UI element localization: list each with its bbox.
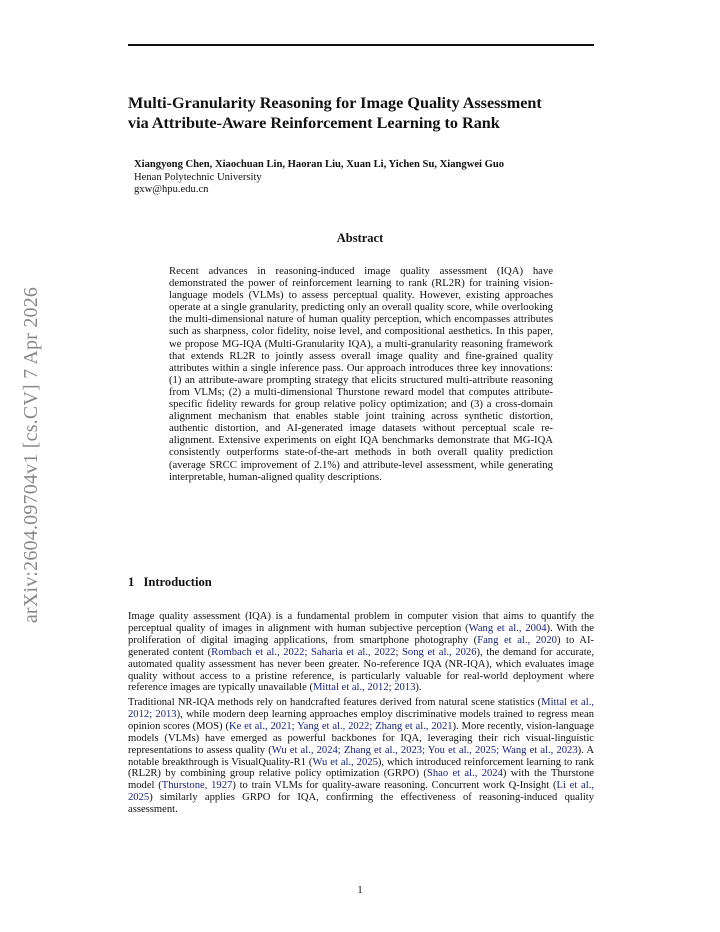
paragraph-text	[128, 611, 594, 694]
text-run: ). With the proliferation of digital imaging applications, from smartphone photography (	[128, 622, 594, 646]
intro-paragraph-2	[128, 697, 594, 816]
text-run: Traditional NR-IQA methods rely on handcrafted features derived from natural scene statistics (	[128, 697, 542, 708]
citation-link[interactable]: Li et al., 2025	[128, 780, 594, 804]
text-run: ) with the Thurstone model (	[128, 768, 594, 792]
abstract-text	[169, 265, 553, 483]
citation-link[interactable]: Fang et al., 2020	[477, 634, 557, 646]
text-run: ) to AI-generated content (	[128, 634, 595, 658]
citation-link[interactable]: Thurstone, 1927	[161, 780, 233, 792]
text-run: ), while modern deep learning approaches employ discriminative models trained to regress mean opinion scores (MOS) (	[128, 708, 594, 732]
abstract-paragraph: Recent advances in reasoning-induced image quality assessment (IQA) have demonstrated the power of reinforcement learning to rank (RL2R) for training vision-language models (VLMs) to assess perceptual quality. However, existing approaches operate at a single granularity, predicting only an overall quality score, while overlooking the multi-dimensional nature of human quality perception, which encompasses attributes such as sharpness, color fidelity, noise level, and compositional aesthetics. In this paper, we propose MG-IQA (Multi-Granularity IQA), a multi-granularity reasoning framework that extends RL2R to jointly assess overall image quality and fine-grained quality attributes within a single inference pass. Our approach introduces three key innovations: (1) an attribute-aware prompting strategy that elicits structured multi-attribute reasoning from VLMs; (2) a multi-dimensional Thurstone reward model that computes attribute-specific fidelity rewards for group relative policy optimization; and (3) a cross-domain alignment mechanism that enables stable joint training across synthetic distortion, authentic distortion, and AI-generated image datasets without perceptual scale re-alignment. Extensive experiments on eight IQA benchmarks demonstrate that MG-IQA consistently outperforms state-of-the-art methods in both overall quality prediction (average SRCC improvement of 2.1%) and attribute-level assessment, while generating interpretable, human-aligned quality descriptions.	[169, 265, 553, 483]
citation-link[interactable]: Mittal et al., 2012; 2013	[128, 697, 595, 720]
citation-link[interactable]: Rombach et al., 2022; Saharia et al., 2022; Song et al., 2026	[211, 646, 477, 658]
text-run: ). A notable breakthrough is VisualQuality-R1 (	[128, 744, 595, 768]
paragraph-text	[128, 697, 594, 816]
citation-link[interactable]: Wang et al., 2004	[468, 622, 547, 634]
citation-link[interactable]: Mittal et al., 2012; 2013	[313, 682, 416, 694]
title-line-2: via Attribute-Aware Reinforcement Learning to Rank	[128, 114, 500, 132]
text-run: ) to train VLMs for quality-aware reasoning. Concurrent work Q-Insight (	[232, 780, 557, 792]
citation-link[interactable]: Wu et al., 2025	[312, 756, 378, 768]
text-run: ).	[415, 682, 422, 694]
text-run: ) similarly applies GRPO for IQA, confirming the effectiveness of reasoning-induced quality assessment.	[128, 792, 594, 816]
author-names: Xiangyong Chen, Xiaochuan Lin, Haoran Liu, Xuan Li, Yichen Su, Xiangwei Guo	[134, 159, 505, 170]
arxiv-sidebar-stamp: arXiv:2604.09704v1 [cs.CV] 7 Apr 2026	[20, 286, 42, 624]
affiliation: Henan Polytechnic University	[134, 171, 262, 183]
citation-link[interactable]: Ke et al., 2021; Yang et al., 2022; Zhang et al., 2021	[228, 720, 453, 732]
abstract-heading: Abstract	[336, 231, 384, 245]
citation-link[interactable]: Wu et al., 2024; Zhang et al., 2023; You et al., 2025; Wang et al., 2023	[271, 744, 578, 756]
citation-link[interactable]: Shao et al., 2024	[426, 768, 503, 780]
top-rule	[128, 44, 594, 46]
text-run: ), the demand for accurate, automated quality assessment has never been greater. No-reference IQA (NR-IQA), which evaluates image quality without access to a pristine reference, is particularly valuable for real-world deployment where reference images are typically unavailable (	[128, 646, 594, 694]
text-run: Image quality assessment (IQA) is a fundamental problem in computer vision that aims to quantify the perceptual quality of images in alignment with human subjective perception (	[128, 611, 594, 634]
section-heading	[128, 575, 212, 590]
section-title: Introduction	[143, 575, 212, 589]
text-run: ). More recently, vision-language models (VLMs) have emerged as powerful backbones for IQA, leveraging their rich visual-linguistic representations to assess quality (	[128, 720, 594, 756]
paper-title	[128, 93, 608, 133]
page-number: 1	[357, 884, 363, 896]
section-number: 1	[128, 575, 135, 589]
text-run: ), which introduced reinforcement learning to rank (RL2R) by combining group relative policy optimization (GRPO) (	[128, 756, 594, 780]
title-line-1: Multi-Granularity Reasoning for Image Quality Assessment	[128, 94, 542, 112]
author-block	[134, 159, 504, 197]
email: gxw@hpu.edu.cn	[134, 184, 209, 196]
intro-paragraph-1	[128, 611, 594, 694]
